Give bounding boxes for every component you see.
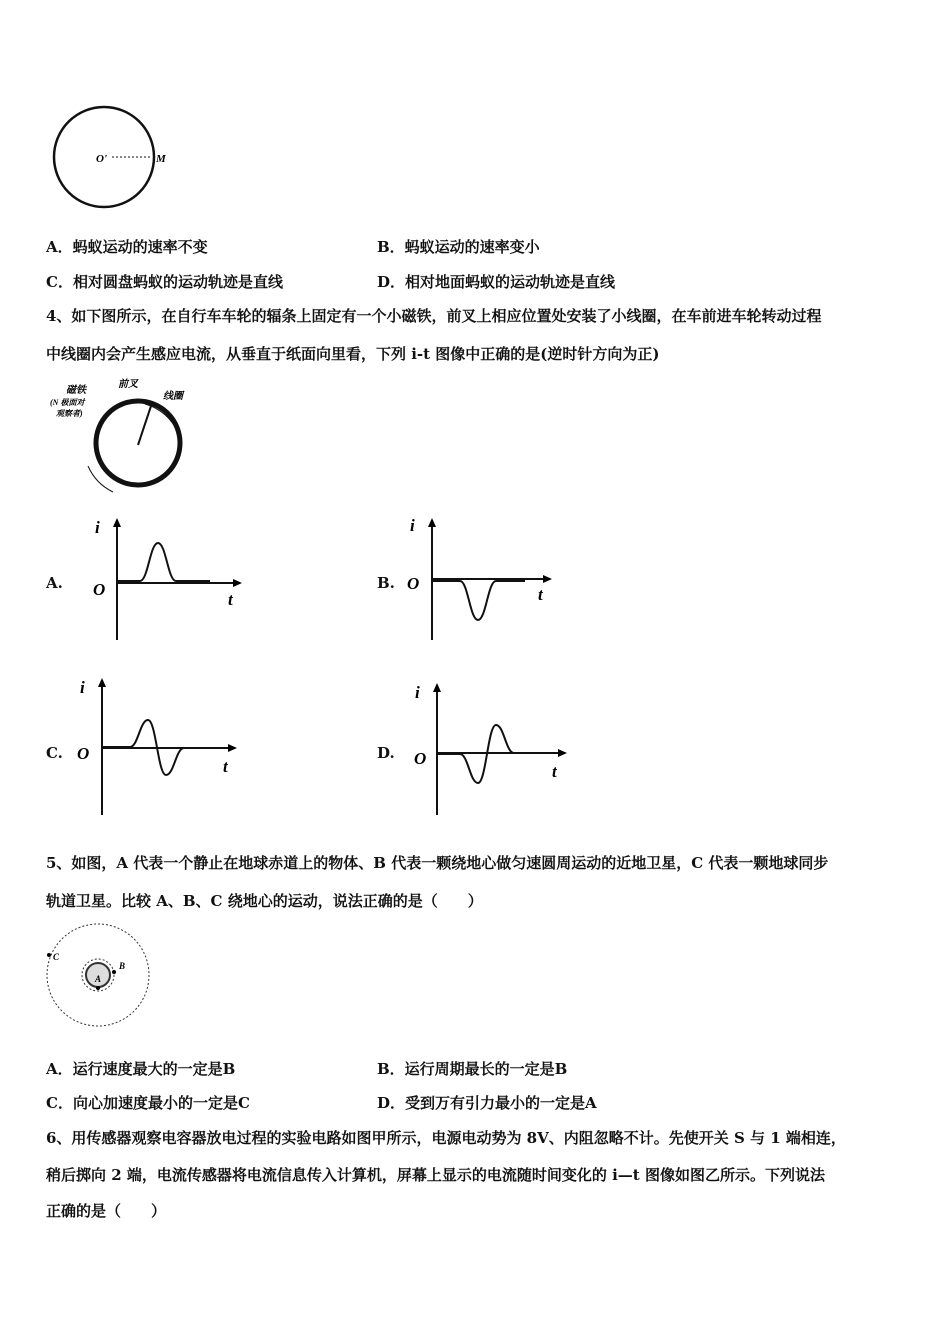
- point-label: M: [156, 153, 166, 165]
- y-axis-label: i: [415, 683, 420, 702]
- q5-stem-line1: 5、如图，A 代表一个静止在地球赤道上的物体、B 代表一颗绕地心做匀速圆周运动的近地卫星，C 代表一颗地球同步: [46, 854, 829, 872]
- q3-disc-figure: [48, 105, 178, 215]
- q4-stem-line2: 中线圈内会产生感应电流，从垂直于纸面向里看，下列 i-t 图像中正确的是(逆时针方向为正): [46, 345, 660, 363]
- q5-stem-line2: 轨道卫星。比较 A、B、C 绕地心的运动，说法正确的是（ ）: [46, 892, 483, 910]
- x-axis-label: t: [223, 757, 228, 776]
- x-axis-label: t: [538, 585, 543, 604]
- q4-wheel-figure: [48, 375, 198, 495]
- y-axis-label: i: [80, 678, 85, 697]
- graph-b-label[interactable]: B.: [377, 574, 395, 592]
- q5-option-b: B．运行周期最长的一定是B: [377, 1060, 568, 1078]
- origin-label: O: [414, 749, 427, 768]
- q3-option-b: B．蚂蚁运动的速率变小: [377, 238, 540, 256]
- magnet-label: 磁铁: [66, 385, 86, 396]
- q3-option-c: C．相对圆盘蚂蚁的运动轨迹是直线: [46, 273, 283, 291]
- graph-c[interactable]: [75, 675, 245, 820]
- q6-stem-line2: 稍后掷向 2 端，电流传感器将电流信息传入计算机，屏幕上显示的电流随时间变化的 i—t 图像如图乙所示。下列说法: [46, 1166, 825, 1184]
- graph-d[interactable]: [410, 680, 580, 820]
- c-label: C: [53, 952, 60, 962]
- origin-label: O: [407, 574, 420, 593]
- q5-orbit-figure: [45, 922, 155, 1032]
- q5-option-a: A．运行速度最大的一定是B: [46, 1060, 236, 1078]
- graph-d-label[interactable]: D.: [377, 744, 395, 762]
- y-axis-label: i: [410, 516, 415, 535]
- origin-label: O: [77, 744, 90, 763]
- q5-option-d: D．受到万有引力最小的一定是A: [377, 1094, 597, 1112]
- graph-b[interactable]: [405, 515, 565, 645]
- q4-stem-line1: 4、如下图所示，在自行车车轮的辐条上固定有一个小磁铁，前叉上相应位置处安装了小线圈，在车前进车轮转动过程: [46, 307, 822, 325]
- q5-option-c: C．向心加速度最小的一定是C: [46, 1094, 250, 1112]
- center-label: O': [96, 153, 107, 165]
- x-axis-label: t: [228, 590, 233, 609]
- q3-option-d: D．相对地面蚂蚁的运动轨迹是直线: [377, 273, 616, 291]
- coil-label: 线圈: [163, 391, 183, 402]
- y-axis-label: i: [95, 518, 100, 537]
- fork-label: 前叉: [118, 379, 138, 390]
- q6-stem-line1: 6、用传感器观察电容器放电过程的实验电路如图甲所示，电源电动势为 8V、内阻忽略不计。先使开关 S 与 1 端相连，: [46, 1129, 846, 1147]
- magnet-note2: 观察者): [56, 409, 83, 418]
- graph-a-label[interactable]: A.: [46, 574, 63, 592]
- b-label: B: [119, 961, 126, 971]
- a-label: A: [95, 974, 102, 984]
- origin-label: O: [93, 580, 106, 599]
- q3-option-a: A．蚂蚁运动的速率不变: [46, 238, 208, 256]
- magnet-note: (N 极面对: [50, 398, 85, 407]
- q6-stem-line3: 正确的是（ ）: [46, 1202, 167, 1220]
- x-axis-label: t: [552, 762, 557, 781]
- graph-a[interactable]: [90, 515, 250, 645]
- graph-c-label[interactable]: C.: [46, 744, 63, 762]
